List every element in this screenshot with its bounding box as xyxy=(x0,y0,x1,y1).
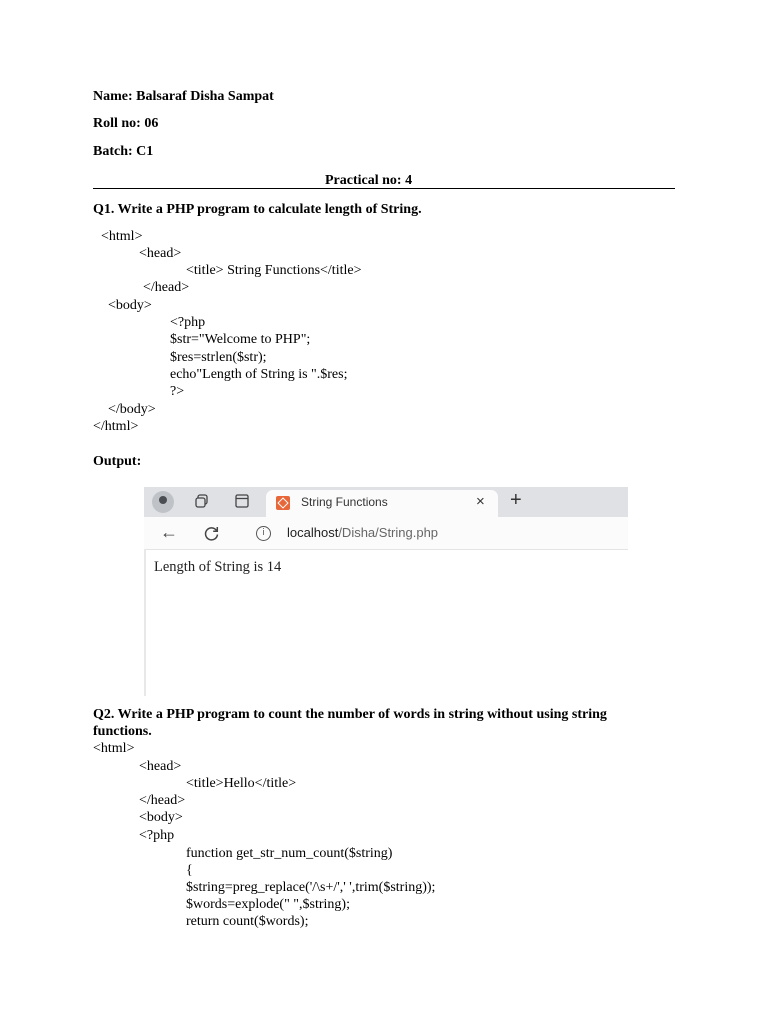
tab-title: String Functions xyxy=(301,495,388,509)
page-content: Length of String is 14 xyxy=(154,559,282,575)
practical-number: Practical no: 4 xyxy=(325,173,413,188)
page-edge xyxy=(144,549,146,696)
code-line: <?php xyxy=(170,315,206,330)
code-line: <html> xyxy=(101,229,143,244)
output-label: Output: xyxy=(93,454,142,469)
roll-number: Roll no: 06 xyxy=(93,116,159,131)
code-line: </body> xyxy=(108,402,156,417)
q2-question-line1: Q2. Write a PHP program to count the number of words in string without using string xyxy=(93,707,607,722)
q1-question: Q1. Write a PHP program to calculate length of String. xyxy=(93,202,422,217)
q2-question-line2: functions. xyxy=(93,724,152,739)
reload-icon[interactable] xyxy=(203,525,220,542)
tab-string-functions[interactable] xyxy=(266,490,498,517)
code-line: return count($words); xyxy=(186,914,309,929)
code-line: <body> xyxy=(108,298,152,313)
code-line: <head> xyxy=(139,759,182,774)
code-line: <head> xyxy=(139,246,182,261)
back-arrow-icon[interactable]: ← xyxy=(160,522,178,542)
code-line: $string=preg_replace('/\s+/',' ',trim($string)); xyxy=(186,880,436,895)
code-line: <body> xyxy=(139,810,183,825)
url-path: /Disha/String.php xyxy=(338,525,439,540)
code-line: { xyxy=(186,863,193,878)
student-name: Name: Balsaraf Disha Sampat xyxy=(93,89,274,104)
batch: Batch: C1 xyxy=(93,144,154,159)
tab-actions-icon[interactable] xyxy=(234,493,250,509)
tab-bar xyxy=(144,487,628,517)
site-info-icon[interactable]: i xyxy=(256,526,271,541)
navigation-bar xyxy=(144,517,628,550)
url-host: localhost xyxy=(287,525,339,540)
xampp-favicon-icon xyxy=(276,496,290,510)
code-line: </head> xyxy=(139,793,186,808)
close-tab-icon[interactable]: × xyxy=(476,493,485,510)
code-line: $words=explode(" ",$string); xyxy=(186,897,350,912)
code-line: <title> String Functions</title> xyxy=(186,263,362,278)
code-line: </head> xyxy=(143,280,190,295)
code-line: </html> xyxy=(93,419,139,434)
profile-avatar-icon[interactable] xyxy=(152,491,174,513)
code-line: <title>Hello</title> xyxy=(186,776,297,791)
code-line: echo"Length of String is ".$res; xyxy=(170,367,348,382)
code-line: $str="Welcome to PHP"; xyxy=(170,332,311,347)
browser-screenshot xyxy=(144,487,628,696)
collections-icon[interactable] xyxy=(194,493,210,509)
code-line: $res=strlen($str); xyxy=(170,350,267,365)
code-line: function get_str_num_count($string) xyxy=(186,846,393,861)
code-line: ?> xyxy=(170,384,185,399)
new-tab-icon[interactable]: + xyxy=(510,489,522,511)
code-line: <?php xyxy=(139,828,175,843)
code-line: <html> xyxy=(93,741,135,756)
header-rule xyxy=(93,188,675,189)
address-bar[interactable] xyxy=(287,525,438,540)
